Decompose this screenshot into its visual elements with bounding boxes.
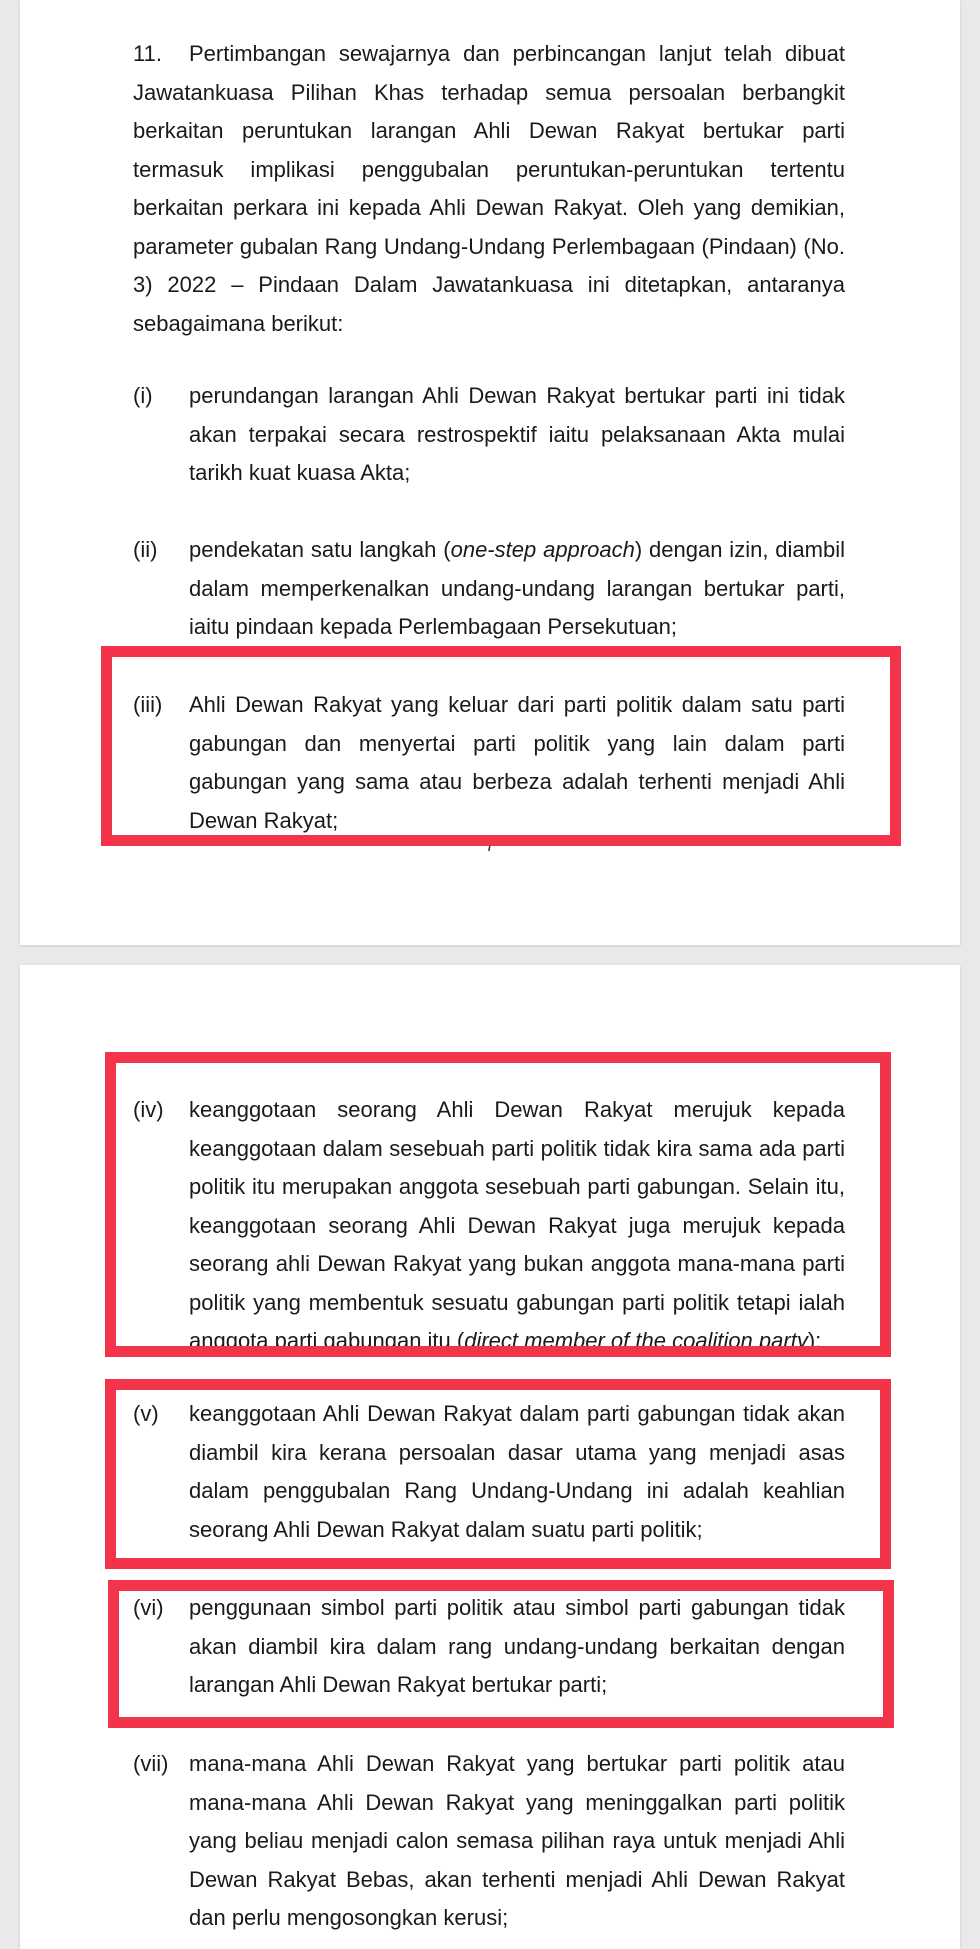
italic-term: one-step approach (450, 537, 635, 562)
list-item-ii (133, 531, 845, 647)
document-page-2 (20, 965, 960, 1949)
paragraph-11 (133, 35, 845, 343)
item-text: perundangan larangan Ahli Dewan Rakyat bertukar parti ini tidak akan terpakai secara restrospektif iaitu pelaksanaan Akta mulai tarikh kuat kuasa Akta; (189, 383, 845, 485)
list-item-iii (133, 686, 845, 840)
item-label: (v) (133, 1401, 159, 1426)
list-item-v (133, 1395, 845, 1549)
item-label: (ii) (133, 537, 158, 562)
item-text: penggunaan simbol parti politik atau simbol parti gabungan tidak akan diambil kira dalam rang undang-undang berkaitan dengan larangan Ahli Dewan Rakyat bertukar parti; (189, 1595, 845, 1697)
page-number: 7 (485, 835, 496, 855)
item-text: pendekatan satu langkah (one-step approach) dengan izin, diambil dalam memperkenalkan undang-undang larangan bertukar parti, iaitu pindaan kepada Perlembagaan Persekutuan; (189, 537, 845, 639)
item-label: (iii) (133, 692, 163, 717)
item-text: keanggotaan Ahli Dewan Rakyat dalam parti gabungan tidak akan diambil kira kerana persoalan dasar utama yang menjadi asas dalam penggubalan Rang Undang-Undang ini adalah keahlian seorang Ahli Dewan Rakyat dalam suatu parti politik; (189, 1401, 845, 1542)
paragraph-text: Pertimbangan sewajarnya dan perbincangan lanjut telah dibuat Jawatankuasa Pilihan Khas terhadap semua persoalan berbangkit berkaitan peruntukan larangan Ahli Dewan Rakyat bertukar parti termasuk implikasi penggubalan peruntukan-peruntukan tertentu berkaitan perkara ini kepada Ahli Dewan Rakyat. Oleh yang demikian, parameter gubalan Rang Undang-Undang Perlembagaan (Pindaan) (No. 3) 2022 – Pindaan Dalam Jawatankuasa ini ditetapkan, antaranya sebagaimana berikut: (133, 41, 845, 336)
item-label: (iv) (133, 1097, 164, 1122)
item-label: (vi) (133, 1595, 164, 1620)
italic-term: direct member of the coalition party (464, 1328, 808, 1353)
item-text: mana-mana Ahli Dewan Rakyat yang bertukar parti politik atau mana-mana Ahli Dewan Rakyat yang meninggalkan parti politik yang beliau menjadi calon semasa pilihan raya untuk menjadi Ahli Dewan Rakyat Bebas, akan terhenti menjadi Ahli Dewan Rakyat dan perlu mengosongkan kerusi; (189, 1751, 845, 1930)
list-item-i (133, 377, 845, 493)
item-label: (vii) (133, 1751, 169, 1776)
item-text: Ahli Dewan Rakyat yang keluar dari parti politik dalam satu parti gabungan dan menyertai parti politik yang lain dalam parti gabungan yang sama atau berbeza adalah terhenti menjadi Ahli Dewan Rakyat; (189, 692, 845, 833)
list-item-iv (133, 1091, 845, 1361)
document-page-1 (20, 0, 960, 945)
paragraph-number: 11. (133, 41, 162, 66)
item-text: keanggotaan seorang Ahli Dewan Rakyat merujuk kepada keanggotaan dalam sesebuah parti politik tidak kira sama ada parti politik itu merupakan anggota sesebuah parti gabungan. Selain itu, keanggotaan seorang Ahli Dewan Rakyat juga merujuk kepada seorang ahli Dewan Rakyat yang bukan anggota mana-mana parti politik yang membentuk sesuatu gabungan parti politik tetapi ialah anggota parti gabungan itu (direct member of the coalition party); (189, 1097, 845, 1353)
item-label: (i) (133, 383, 153, 408)
list-item-vii (133, 1745, 845, 1938)
list-item-vi (133, 1589, 845, 1705)
